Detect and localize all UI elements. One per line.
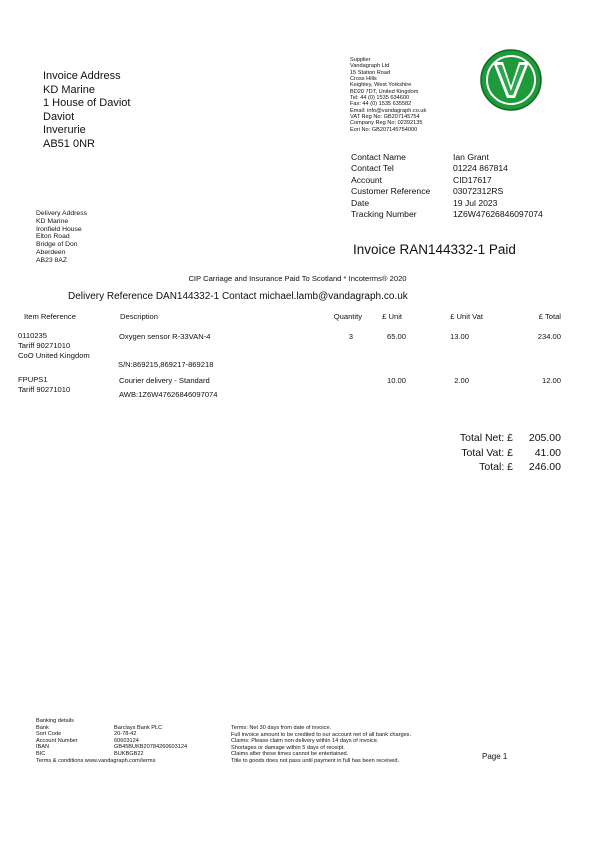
bic-value: BUKBGB22 (114, 750, 144, 757)
supplier-line: Cross Hills (350, 76, 377, 83)
invoice-address (43, 70, 130, 152)
contact-tel-value: 01224 867814 (453, 163, 508, 174)
sort-code-value: 20-78-42 (114, 731, 137, 738)
supplier-line: Company Reg No: 02392135 (350, 120, 423, 127)
contact-labels (351, 152, 430, 220)
col-header-total: £ Total (538, 312, 561, 321)
contact-tel-label: Contact Tel (351, 163, 394, 174)
row-unit-vat: 2.00 (454, 376, 469, 385)
banking-values (114, 718, 187, 758)
tracking-number-value: 1Z6W47626846097074 (453, 209, 543, 220)
invoice-address-line: AB51 0NR (43, 137, 95, 150)
col-header-description: Description (120, 312, 158, 321)
supplier-line: VAT Reg No: GB207145754 (350, 114, 420, 121)
banking-heading-value (114, 718, 187, 725)
customer-reference-label: Customer Reference (351, 186, 431, 197)
supplier-line: BD20 7DT, United Kingdom (350, 88, 419, 95)
contact-name-value: Ian Grant (453, 152, 489, 162)
col-header-unit: £ Unit (382, 312, 402, 321)
date-value: 19 Jul 2023 (453, 197, 498, 208)
account-label: Account (351, 174, 383, 185)
sort-code-label: Sort Code (36, 731, 62, 738)
invoice-address-line: Daviot (43, 110, 75, 123)
invoice-address-line: Inverurie (43, 124, 86, 137)
invoice-address-line: 1 House of Daviot (43, 97, 131, 110)
row-item-reference (18, 375, 70, 395)
total-net-value: 205.00 (528, 432, 561, 444)
delivery-address-line: Ironfield House (36, 225, 82, 233)
delivery-address (36, 210, 87, 265)
delivery-address-line: Elton Road (36, 233, 70, 241)
supplier-line: Tel: 44 (0) 1535 634600 (350, 95, 410, 102)
total-vat-value: 41.00 (534, 447, 561, 459)
vandagraph-logo (479, 48, 543, 112)
row-description: Courier delivery - Standard (119, 376, 210, 385)
supplier-line: 15 Station Road (350, 69, 391, 76)
row-quantity: 3 (348, 332, 353, 341)
bic-label: BIC (36, 750, 46, 757)
bank-value: Barclays Bank PLC (114, 724, 163, 731)
row-total: 12.00 (541, 376, 561, 385)
account-number-label: Account Number (36, 737, 78, 744)
invoice-address-heading: Invoice Address (43, 70, 121, 82)
account-value: CID17617 (453, 174, 492, 185)
contact-values (453, 152, 543, 220)
supplier-line: Eori No: GB207145754000 (350, 126, 418, 133)
supplier-line: Supplier (350, 57, 371, 63)
supplier-line: Vandagraph Ltd (350, 63, 390, 70)
iban-value: GB45BUKB20784260603124 (114, 744, 188, 751)
country-of-origin: CoO United Kingdom (18, 350, 90, 360)
account-number-value: 60603124 (114, 737, 139, 744)
contact-name-label: Contact Name (351, 152, 406, 162)
row-description: Oxygen sensor R-33VAN-4 (119, 332, 211, 341)
grand-total-label: Total: £ (479, 461, 513, 473)
row-total: 234.00 (537, 332, 561, 341)
terms-line: Title to goods does not pass until payment in full has been received. (231, 757, 400, 764)
row-unit-price: 65.00 (386, 332, 406, 341)
item-code: 0110235 (18, 331, 47, 340)
item-code: FPUPS1 (18, 375, 48, 384)
supplier-line: Fax: 44 (0) 1535 635582 (350, 101, 412, 108)
delivery-address-line: Aberdeen (36, 248, 66, 256)
terms-line: Claims: Please claim non delivery within 14 days of invoice. (231, 738, 379, 745)
delivery-address-line: KD Marine (36, 217, 69, 225)
col-header-quantity: Quantity (333, 312, 362, 321)
bank-label: Bank (36, 724, 49, 731)
supplier-line: Keighley, West Yorkshire (350, 82, 412, 89)
row-airway-bill: AWB:1Z6W47626846097074 (119, 390, 218, 399)
terms-line: Terms: Net 30 days from date of invoice. (231, 725, 332, 731)
iban-label: IBAN (36, 744, 50, 751)
date-label: Date (351, 197, 370, 208)
terms-link[interactable]: Terms & conditions www.vandagraph.com/terms (36, 757, 156, 764)
incoterms-line: CIP Carriage and Insurance Paid To Scotland * Incoterms® 2020 (188, 274, 407, 283)
row-item-reference (18, 331, 90, 360)
delivery-address-line: AB23 8AZ (36, 256, 67, 264)
total-net-label: Total Net: £ (459, 432, 513, 444)
delivery-address-line: Bridge of Don (36, 241, 78, 249)
grand-total-value: 246.00 (528, 461, 561, 473)
invoice-title: Invoice RAN144332-1 Paid (353, 242, 516, 257)
tracking-number-label: Tracking Number (351, 209, 417, 220)
terms-line: Shortages or damage within 5 days of receipt. (231, 744, 345, 751)
total-vat-label: Total Vat: £ (461, 447, 513, 459)
page-number: Page 1 (482, 752, 508, 761)
supplier-line: Email: info@vandagraph.co.uk (350, 107, 427, 114)
customer-reference-value: 03072312RS (453, 186, 504, 197)
col-header-item-reference: Item Reference (24, 312, 76, 321)
tariff-code: Tariff 90271010 (18, 340, 71, 350)
payment-terms (231, 725, 411, 765)
delivery-address-line: Delivery Address (36, 210, 87, 217)
banking-heading: Banking details (36, 718, 74, 724)
terms-line: Claims after these times cannot be entertained. (231, 751, 349, 758)
col-header-unit-vat: £ Unit Vat (450, 312, 483, 321)
row-serial-numbers: S/N:869215,869217-869218 (118, 360, 214, 369)
tariff-code: Tariff 90271010 (18, 384, 71, 394)
row-unit-vat: 13.00 (449, 332, 469, 341)
delivery-reference: Delivery Reference DAN144332-1 Contact michael.lamb@vandagraph.co.uk (68, 291, 408, 302)
row-unit-price: 10.00 (386, 376, 406, 385)
terms-line: Full invoice amount to be credited to our account net of all bank charges. (231, 731, 412, 738)
invoice-address-line: KD Marine (43, 83, 95, 96)
